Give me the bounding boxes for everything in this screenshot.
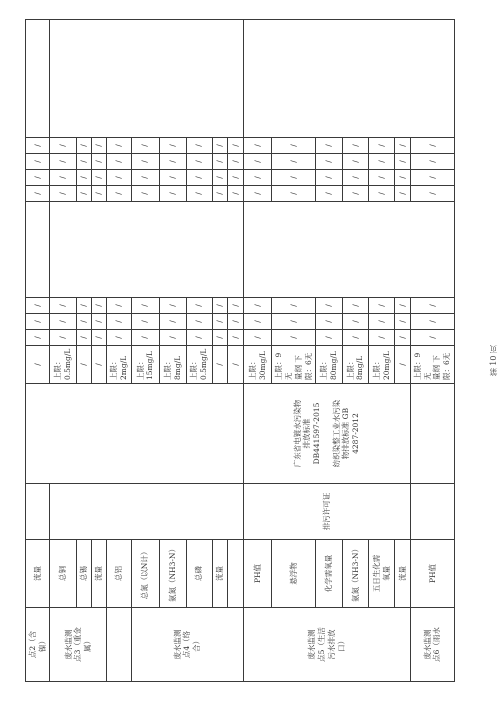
table-row: 流量 / / / / / / / / [91, 20, 106, 682]
empty-value-cell: / [160, 330, 186, 346]
empty-value-cell: / [131, 154, 160, 170]
empty-value-cell: / [91, 330, 106, 346]
empty-value-cell: / [107, 298, 131, 314]
empty-value-cell: / [395, 314, 410, 330]
empty-value-cell: / [76, 154, 91, 170]
empty-value-cell: / [76, 298, 91, 314]
empty-value-cell: / [26, 186, 50, 202]
table-row: 废水监测 点3（重金 属） 总铜 上限： 0.5mg/L / / / / / / / [50, 20, 76, 682]
empty-value-cell: / [342, 298, 368, 314]
table-row: 废水监测 点5（生活 污水排放 口） PH值 排污许可证 广东省电镀水污染物 排放标准 DB441597-2015 纺织染整工业水污染 物排放标准 GB 4287-2012 上限： 30mg/L / / / / / / / [243, 20, 272, 682]
permit-source-cell: 排污许可证 [243, 484, 410, 540]
empty-value-cell: / [76, 170, 91, 186]
empty-value-cell: / [212, 138, 227, 154]
empty-value-cell: / [50, 298, 76, 314]
empty-value-cell: / [212, 346, 227, 384]
empty-value-cell: / [410, 138, 454, 154]
table-row: 氨氮（NH3-N） 上限： 8mg/L / / / / / / / [160, 20, 186, 682]
empty-value-cell: / [342, 154, 368, 170]
empty-value-cell: / [131, 186, 160, 202]
empty-value-cell: / [107, 314, 131, 330]
empty-value-cell: / [342, 170, 368, 186]
empty-value-cell: / [186, 314, 212, 330]
empty-value-cell: / [272, 170, 316, 186]
empty-value-cell: / [160, 186, 186, 202]
table-row: 流量 / / / / / / / / [212, 20, 227, 682]
empty-value-cell: / [91, 186, 106, 202]
empty-value-cell: / [26, 314, 50, 330]
empty-value-cell: / [212, 154, 227, 170]
empty-value-cell: / [50, 138, 76, 154]
empty-value-cell: / [160, 154, 186, 170]
empty-value-cell: / [212, 298, 227, 314]
empty-value-cell: / [243, 138, 272, 154]
empty-value-cell: / [410, 186, 454, 202]
empty-value-cell: / [26, 330, 50, 346]
empty-value-cell: / [316, 314, 342, 330]
empty-value-cell: / [212, 170, 227, 186]
empty-value-cell: / [50, 154, 76, 170]
table-row: 废水监测 点6（雨水 PH值 上限：9无 量纲 下 限：6无 / / / / / / / [410, 20, 454, 682]
empty-value-cell: / [395, 170, 410, 186]
empty-value-cell: / [186, 186, 212, 202]
empty-value-cell: / [76, 346, 91, 384]
empty-value-cell: / [76, 330, 91, 346]
empty-value-cell: / [26, 138, 50, 154]
empty-value-cell: / [369, 154, 395, 170]
empty-value-cell: / [272, 138, 316, 154]
empty-value-cell: / [410, 330, 454, 346]
empty-value-cell: / [50, 314, 76, 330]
empty-value-cell: / [131, 330, 160, 346]
site-name-cell: 废水监测 点5（生活 污水排放 口） [243, 608, 410, 682]
empty-value-cell: / [410, 298, 454, 314]
empty-value-cell: / [26, 170, 50, 186]
empty-value-cell: / [316, 298, 342, 314]
empty-value-cell: / [228, 314, 243, 330]
table-row: 化学需氧量 上限： 80mg/L / / / / / / / [316, 20, 342, 682]
empty-value-cell: / [410, 170, 454, 186]
empty-value-cell: / [186, 138, 212, 154]
empty-value-cell: / [131, 314, 160, 330]
empty-value-cell: / [243, 330, 272, 346]
empty-value-cell: / [395, 154, 410, 170]
empty-value-cell: / [160, 170, 186, 186]
empty-value-cell: / [186, 330, 212, 346]
empty-value-cell: / [107, 186, 131, 202]
empty-value-cell: / [50, 186, 76, 202]
monitoring-table [25, 19, 455, 682]
empty-value-cell: / [91, 298, 106, 314]
table-row [26, 20, 50, 682]
empty-value-cell: / [228, 346, 243, 384]
empty-value-cell: / [316, 330, 342, 346]
table-row: 总锡 / / / / / / / / [76, 20, 91, 682]
empty-value-cell: / [228, 330, 243, 346]
empty-value-cell: / [107, 154, 131, 170]
empty-value-cell: / [369, 170, 395, 186]
empty-value-cell: / [228, 186, 243, 202]
empty-value-cell: / [395, 346, 410, 384]
empty-value-cell: / [243, 314, 272, 330]
empty-value-cell: / [50, 170, 76, 186]
standard-cell [26, 384, 244, 484]
empty-value-cell: / [410, 314, 454, 330]
empty-value-cell: / [395, 298, 410, 314]
empty-value-cell: / [342, 330, 368, 346]
site-name-cell: 废水监测 点4（络 合） [131, 608, 243, 682]
empty-value-cell: / [228, 298, 243, 314]
empty-value-cell: / [410, 154, 454, 170]
empty-value-cell: / [186, 298, 212, 314]
empty-value-cell: / [212, 186, 227, 202]
empty-value-cell: / [316, 186, 342, 202]
empty-value-cell: / [76, 138, 91, 154]
empty-value-cell: / [76, 314, 91, 330]
site-name-cell: 废水监测 点6（雨水 [410, 608, 454, 682]
empty-value-cell: / [91, 314, 106, 330]
empty-value-cell: / [342, 314, 368, 330]
table-row: 悬浮物 上限：9无 量纲 下 限：6无 / / / / / / / [272, 20, 316, 682]
empty-value-cell: / [107, 330, 131, 346]
empty-value-cell: / [50, 330, 76, 346]
site-name-cell: 点2（含 镍） [26, 608, 50, 682]
empty-value-cell: / [160, 138, 186, 154]
empty-value-cell: / [186, 170, 212, 186]
empty-value-cell: / [26, 298, 50, 314]
empty-value-cell: / [107, 138, 131, 154]
empty-value-cell: / [131, 170, 160, 186]
empty-value-cell: / [272, 298, 316, 314]
empty-value-cell: / [228, 170, 243, 186]
empty-value-cell: / [369, 314, 395, 330]
indicator-cell: 流量 [26, 540, 50, 608]
site-name-cell [107, 608, 131, 682]
empty-value-cell: / [26, 346, 50, 384]
empty-value-cell: / [395, 330, 410, 346]
empty-value-cell: / [395, 138, 410, 154]
empty-value-cell: / [107, 170, 131, 186]
empty-value-cell: / [186, 154, 212, 170]
empty-value-cell: / [272, 330, 316, 346]
standard-cell: 广东省电镀水污染物 排放标准 DB441597-2015 纺织染整工业水污染 物排放标准 GB 4287-2012 [243, 384, 410, 484]
empty-value-cell: / [160, 298, 186, 314]
empty-value-cell: / [212, 314, 227, 330]
empty-value-cell: / [160, 314, 186, 330]
empty-value-cell: / [131, 138, 160, 154]
empty-value-cell: / [316, 138, 342, 154]
empty-value-cell: / [316, 170, 342, 186]
empty-value-cell: / [243, 154, 272, 170]
table-row: 废水监测 点4（络 合） 总氮（以N计） 上限： 15mg/L / / / / / / / [131, 20, 160, 682]
empty-value-cell: / [369, 138, 395, 154]
table-row: 总磷 上限： 0.5mg/L / / / / / / / [186, 20, 212, 682]
site-name-cell: 废水监测 点3（重金 属） [50, 608, 107, 682]
empty-value-cell: / [91, 154, 106, 170]
empty-value-cell: / [91, 138, 106, 154]
empty-value-cell: / [369, 298, 395, 314]
empty-value-cell: / [131, 298, 160, 314]
empty-value-cell: / [228, 154, 243, 170]
empty-value-cell: / [272, 186, 316, 202]
empty-value-cell: / [228, 138, 243, 154]
rotated-table-sheet [25, 20, 455, 682]
page-number: 第 10 页 [489, 345, 498, 377]
empty-value-cell: / [369, 330, 395, 346]
empty-value-cell: / [76, 186, 91, 202]
table-row: 总铝 上限： 2mg/L / / / / / / / [107, 20, 131, 682]
table-row: 流量 / / / / / / / / [395, 20, 410, 682]
empty-value-cell: / [91, 346, 106, 384]
table-row: 氨氮（NH3-N） 上限： 8mg/L / / / / / / / [342, 20, 368, 682]
empty-value-cell: / [26, 154, 50, 170]
empty-value-cell: / [316, 154, 342, 170]
table-row: 五日生化需 氧量 上限： 20mg/L / / / / / / / [369, 20, 395, 682]
empty-value-cell: / [91, 170, 106, 186]
empty-value-cell: / [342, 186, 368, 202]
empty-value-cell: / [243, 170, 272, 186]
empty-value-cell: / [369, 186, 395, 202]
empty-value-cell: / [395, 186, 410, 202]
empty-value-cell: / [212, 330, 227, 346]
empty-value-cell: / [272, 314, 316, 330]
empty-value-cell: / [243, 186, 272, 202]
empty-value-cell: / [272, 154, 316, 170]
empty-value-cell: / [243, 298, 272, 314]
empty-value-cell: / [342, 138, 368, 154]
